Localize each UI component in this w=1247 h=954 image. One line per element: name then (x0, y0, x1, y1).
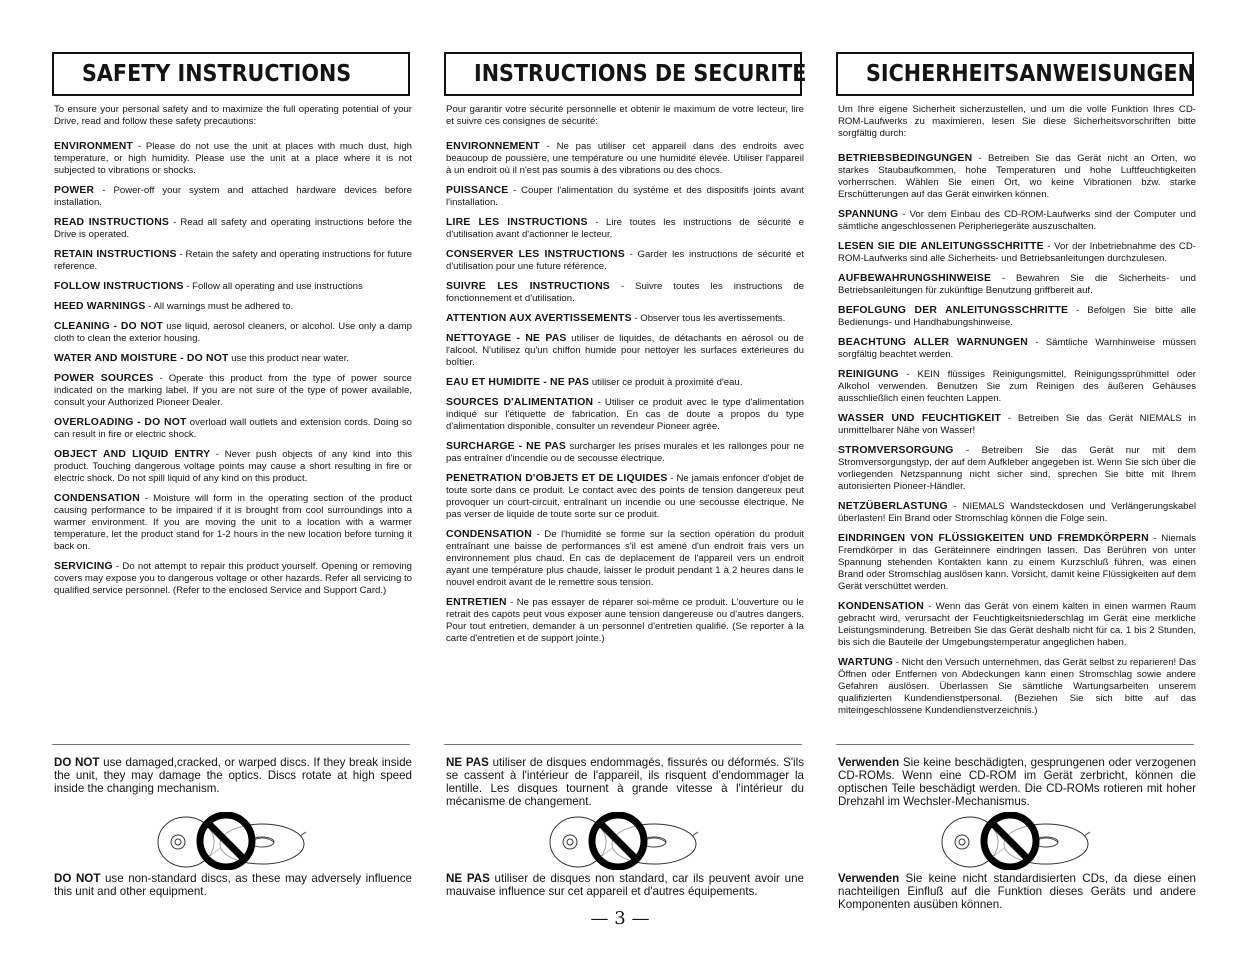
instruction-heading: NETZÜBERLASTUNG (838, 501, 948, 512)
disc-warning-text: use damaged,cracked, or warped discs. If they break inside the unit, they may damage the optics. Discs rotate at high speed inside the changing mechanism. (54, 756, 412, 795)
instruction-text: - Vor der Inbetriebnahme des CD-ROM-Laufwerks sind alle Sicherheits- und Betriebsanleitungen durchzulesen. (838, 241, 1196, 264)
instruction-heading: CONDENSATION (54, 493, 140, 504)
instruction-heading: LESEN SIE DIE ANLEITUNGSSCHRITTE (838, 241, 1044, 252)
instruction-item (446, 397, 804, 433)
instruction-text: - Follow all operating and use instructions (183, 281, 363, 292)
instruction-heading: ENTRETIEN (446, 597, 507, 608)
instruction-text: - Ne jamais enfoncer d'objet de toute sorte dans ce produit. Le contact avec des points de tension dangereux peut provoquer un court-circuit, entraînant un incendie ou une secousse électrique. Ne pas verser de liquide de toute sorte sur ce produit. (446, 473, 804, 520)
instruction-heading: WASSER UND FEUCHTIGKEIT (838, 413, 1002, 424)
section-divider (52, 744, 410, 745)
english-column (52, 0, 412, 954)
disc-warning-paragraph (54, 756, 412, 795)
instructions-body (54, 104, 412, 605)
instruction-text: - Sämtliche Warnhinweise müssen sorgfältig beachtet werden. (838, 337, 1197, 360)
instruction-item (54, 373, 412, 409)
instruction-text: - Wenn das Gerät von einem kalten in einen warmen Raum gebracht wird, verursacht der Feuchtigkeitsniederschlag im Gerät eine merkliche Leistungsminderung. Betreiben Sie das Gerät deshalb nicht für ca. 1 bis 2 Stunden, bis sich die Bauteile der Umgebungstemperatur angeglichen haben. (838, 601, 1196, 648)
instruction-heading: EINDRINGEN VON FLÜSSIGKEITEN UND FREMDKÖRPERN (838, 533, 1149, 544)
instruction-text: - Ne pas utiliser cet appareil dans des endroits avec beaucoup de poussière, une température ou une humidité élevée. Utiliser l'appareil à un endroit où il n'est pas soumis à des vibrations ou des chocs. (446, 141, 804, 176)
instruction-item (838, 273, 1196, 297)
instruction-text: overload wall outlets and extension cords. Doing so can result in fire or electric shock. (54, 417, 412, 440)
instruction-item (838, 533, 1196, 593)
instruction-text: - Operate this product from the type of power source indicated on the marking label. If you are not sure of the type of power available, consult your Authorized Pioneer Dealer. (54, 373, 412, 408)
instruction-item (838, 369, 1196, 405)
instruction-item (54, 185, 412, 209)
intro-paragraph: Um Ihre eigene Sicherheit sicherzustellen, und um die volle Funktion Ihres CD-ROM-Laufwerks zu maximieren, lesen Sie diese Sicherheitsvorschriften bitte sorgfältig durch: (838, 104, 1196, 139)
disc-warning-heading: NE PAS (446, 872, 490, 885)
instruction-item (838, 445, 1196, 493)
disc-warning-heading: Verwenden (838, 872, 900, 885)
instruction-text: surcharger les prises murales et les rallonges pour ne pas entraîner d'incendie ou de secousse électrique. (446, 441, 804, 464)
instruction-text: - De l'humidité se forme sur la section opération du produit entraînant une baisse de performances s'il est amené d'un endroit frais vers un environnement plus chaud. En cas de deplacement de l'appareil vers un endroit ayant une température plus chaude, laisser le produit pendant 1 à 2 heures dans le nouvel endroit avant de le remettre sous tension. (446, 529, 804, 588)
instruction-heading: BEACHTUNG ALLER WARNUNGEN (838, 337, 1028, 348)
instruction-heading: BEFOLGUNG DER ANLEITUNGSSCHRITTE (838, 305, 1069, 316)
instruction-heading: CONSERVER LES INSTRUCTIONS (446, 249, 625, 260)
instruction-item (446, 185, 804, 209)
instruction-heading: CONDENSATION (446, 529, 532, 540)
instruction-item (54, 417, 412, 441)
instruction-item (54, 217, 412, 241)
instruction-text: - Niemals Fremdkörper in das Geräteinnere eindringen lassen. Das Berühren von unter Spannung stehenden Kontakten kann zu einem Kurzschluß führen, was einen Brand oder Stromschlag auslösen kann. Vorsicht, damit keine Flüssigkeiten auf dem Gerät verschüttet werden. (838, 533, 1196, 592)
instruction-text: - All warnings must be adhered to. (145, 301, 294, 312)
instruction-text: - Nicht den Versuch unternehmen, das Gerät selbst zu reparieren! Das Öffnen oder Entfernen von Abdeckungen kann einen Stromschlag sowie andere Gefahren auslösen. Überlassen Sie sämtliche Wartungsarbeiten unserem qualifizierten Kundendienstpersonal. (Beziehen Sie sich bitte auf das miteingeschlossene Kundendienstverzeichnis.) (838, 657, 1196, 716)
instruction-heading: SUIVRE LES INSTRUCTIONS (446, 281, 610, 292)
instruction-heading: SERVICING (54, 561, 113, 572)
disc-warning-text: use non-standard discs, as these may adversely influence this unit and other equipment. (54, 872, 412, 898)
instruction-heading: OVERLOADING - DO NOT (54, 417, 187, 428)
section-title-box (836, 52, 1194, 96)
instruction-item (446, 141, 804, 177)
instruction-heading: STROMVERSORGUNG (838, 445, 954, 456)
instruction-item (446, 217, 804, 241)
section-title-box (444, 52, 807, 96)
instruction-text: utiliser de liquides, de détachants en aérosol ou de l'alcool. N'utilisez qu'un chiffon humide pour nettoyer les surfaces extérieures du boîtier. (446, 333, 804, 368)
instruction-text: - Utiliser ce produit avec le type d'alimentation indiqué sur l'étiquette de fabrication. En cas de doute a propos du type d'alimentation disponible, consulter un revendeur Pioneer agrée. (446, 397, 804, 432)
instruction-heading: WARTUNG (838, 657, 894, 668)
instruction-item (54, 301, 412, 313)
instruction-item (54, 449, 412, 485)
disc-warning-text: Sie keine nicht standardisierten CDs, da diese einen nachteiligen Einfluß auf die Funktion dieses Geräts und andere Komponenten ausüben können. (838, 872, 1196, 911)
instruction-item (54, 353, 412, 365)
instruction-heading: EAU ET HUMIDITE - NE PAS (446, 377, 590, 388)
german-column (836, 0, 1196, 954)
instruction-text: utiliser ce produit à proximité d'eau. (589, 377, 743, 388)
instruction-item (446, 441, 804, 465)
instruction-text: - Please do not use the unit at places with much dust, high temperature, or high humidity. Please use the unit at a place where it is not subjected to vibrations or shocks. (54, 141, 412, 176)
instruction-item (838, 601, 1196, 649)
instruction-heading: POWER (54, 185, 95, 196)
instruction-item (838, 241, 1196, 265)
instruction-heading: CLEANING - DO NOT (54, 321, 164, 332)
section-divider (836, 744, 1194, 745)
instruction-item (446, 249, 804, 273)
instruction-text: - KEIN flüssiges Reinigungsmittel, Reinigungssprühmittel oder Alkohol verwenden. Benutzen Sie zum Reinigen des äußeren Gehäuses ausschließlich einen feuchten Lappen. (838, 369, 1196, 404)
instruction-text: - Observer tous les avertissements. (631, 313, 786, 324)
page-number: — 3 — (590, 908, 650, 929)
section-divider (444, 744, 802, 745)
instruction-heading: HEED WARNINGS (54, 301, 146, 312)
instruction-heading: SPANNUNG (838, 209, 899, 220)
instruction-item (838, 501, 1196, 525)
instruction-text: - Suivre toutes les instructions de fonctionnement et d'utilisation. (446, 281, 804, 304)
disc-warning-text: utiliser de disques non standard, car ils peuvent avoir une mauvaise influence sur cet appareil et d'autres équipements. (446, 872, 804, 898)
instruction-heading: SOURCES D'ALIMENTATION (446, 397, 594, 408)
section-title: INSTRUCTIONS DE SECURITE (474, 61, 807, 87)
disc-warning-text: utiliser de disques endommagés, fissurés ou déformés. S'ils se cassent à l'intérieur de l'appareil, ils risquent d'endommager la lentille. Les disques tournent à grande vitesse à l'intérieur du mécanisme de changement. (446, 756, 804, 808)
instructions-body (446, 104, 804, 653)
instruction-heading: WATER AND MOISTURE - DO NOT (54, 353, 229, 364)
instruction-heading: AUFBEWAHRUNGSHINWEISE (838, 273, 992, 284)
instruction-text: - NIEMALS Wandsteckdosen und Verlängerungskabel überlasten! Ein Brand oder Stromschlag können die Folge sein. (838, 501, 1196, 524)
instruction-heading: FOLLOW INSTRUCTIONS (54, 281, 184, 292)
instruction-heading: ENVIRONMENT (54, 141, 133, 152)
section-title-box (52, 52, 410, 96)
instruction-item (446, 333, 804, 369)
instruction-heading: LIRE LES INSTRUCTIONS (446, 217, 588, 228)
instruction-heading: KONDENSATION (838, 601, 924, 612)
instruction-heading: PUISSANCE (446, 185, 509, 196)
section-title: SAFETY INSTRUCTIONS (82, 61, 352, 87)
instruction-item (446, 377, 804, 389)
disc-warning-heading: Verwenden (838, 756, 900, 769)
instruction-item (838, 657, 1196, 717)
instruction-heading: POWER SOURCES (54, 373, 154, 384)
instruction-item (446, 473, 804, 521)
instruction-text: - Couper l'alimentation du système et des dispositifs joints avant l'installation. (446, 185, 804, 208)
disc-warning-paragraph (54, 872, 412, 898)
instruction-heading: READ INSTRUCTIONS (54, 217, 170, 228)
instruction-text: - Betreiben Sie das Gerät nicht an Orten, wo starkes Staubaufkommen, hohe Temperaturen und hohe Luftfeuchtigkeiten vorherrschen. Wählen Sie einen Ort, wo keine Vibrationen bzw. starke Erschütterungen auf das Gerät einwirken können. (838, 153, 1196, 200)
disc-warning-heading: NE PAS (446, 756, 489, 769)
instruction-text: - Read all safety and operating instructions before the Drive is operated. (54, 217, 412, 240)
disc-warning-paragraph (446, 872, 804, 898)
disc-warning-text: Sie keine beschädigten, gesprungenen oder verzogenen CD-ROMs. Wenn eine CD-ROM im Gerät zerbricht, können die optischen Teile beschädigt werden. Die CD-ROMs rotieren mit hoher Drehzahl im Wechsler-Mechanismus. (838, 756, 1196, 808)
instruction-text: - Ne pas essayer de réparer soi-même ce produit. L'ouverture ou le retrait des capots peut vous exposer aune tension dangereuse ou d'autres dangers. Pour tout entretien, demander à un personnel d'entretien qualifié. (Se reporter à la carte d'entretien et de support jointe.) (446, 597, 804, 644)
no-damaged-disc-icon (542, 812, 702, 870)
disc-warning-heading: DO NOT (54, 872, 101, 885)
disc-warning-paragraph (446, 756, 804, 808)
instruction-item (54, 141, 412, 177)
no-damaged-disc-icon (150, 812, 310, 870)
instruction-heading: ENVIRONNEMENT (446, 141, 540, 152)
instruction-text: - Bewahren Sie die Sicherheits- und Betriebsanleitungen für zukünftige Benutzung griffbereit auf. (838, 273, 1196, 296)
instruction-text: - Befolgen Sie bitte alle Bedienungs- und Handhabungshinweise. (838, 305, 1196, 328)
instruction-text: - Do not attempt to repair this product yourself. Opening or removing covers may expose you to dangerous voltage or other hazards. Refer all servicing to qualified service personnel. (Refer to the enclosed Service and Support Card.) (54, 561, 412, 596)
instruction-text: - Retain the safety and operating instructions for future reference. (54, 249, 412, 272)
instruction-text: use this product near water. (228, 353, 350, 364)
instruction-heading: PENETRATION D'OBJETS ET DE LIQUIDES (446, 473, 668, 484)
disc-warning-paragraph (838, 756, 1196, 808)
instruction-item (54, 493, 412, 553)
instruction-item (838, 305, 1196, 329)
french-column (444, 0, 807, 954)
instruction-heading: NETTOYAGE - NE PAS (446, 333, 567, 344)
instruction-item (838, 209, 1196, 233)
instruction-text: - Garder les instructions de sécurité et d'utilisation pour une future référence. (446, 249, 804, 272)
instruction-heading: SURCHARGE - NE PAS (446, 441, 567, 452)
intro-paragraph: Pour garantir votre sécurité personnelle et obtenir le maximum de votre lecteur, lire et suivre ces consignes de sécurité: (446, 104, 804, 127)
instruction-item (838, 153, 1196, 201)
instruction-item (446, 597, 804, 645)
instruction-text: - Betreiben Sie das Gerät NIEMALS in unmittelbarer Nähe von Wasser! (838, 413, 1196, 436)
instruction-text: - Lire toutes les instructions de sécurité e d'utilisation avant d'actionner le lecteur. (446, 217, 804, 240)
instruction-item (446, 313, 804, 325)
instruction-text: use liquid, aerosol cleaners, or alcohol. Use only a damp cloth to clean the exterior housing. (54, 321, 412, 344)
instructions-body (838, 104, 1196, 725)
instruction-text: - Moisture will form in the operating section of the product causing performance to be impaired if it is brought from cool surroundings into a warmer environment. If you are moving the unit to a location with a warmer temperature, let the product stand for 1-2 hours in the new location before turning it back on. (54, 493, 412, 552)
instruction-item (446, 529, 804, 589)
no-damaged-disc-icon (934, 812, 1094, 870)
instruction-heading: BETRIEBSBEDINGUNGEN (838, 153, 973, 164)
instruction-item (54, 561, 412, 597)
instruction-item (838, 413, 1196, 437)
instruction-item (446, 281, 804, 305)
instruction-heading: REINIGUNG (838, 369, 899, 380)
intro-paragraph: To ensure your personal safety and to maximize the full operating potential of your Drive, read and follow these safety precautions: (54, 104, 412, 127)
instruction-text: - Vor dem Einbau des CD-ROM-Laufwerks sind der Computer und sämtliche angeschlossenen Peripheriegeräte auszuschalten. (838, 209, 1196, 232)
instruction-text: - Betreiben Sie das Gerät nur mit dem Stromversorgungstyp, der auf dem Aufkleber angegeben ist. Wenn Sie sich über die vorliegenden Netzspannung nicht sicher sind, sprechen Sie bitte mit Ihrem autorisierten Pioneer-Händler. (838, 445, 1196, 492)
instruction-item (54, 281, 412, 293)
instruction-heading: RETAIN INSTRUCTIONS (54, 249, 177, 260)
instruction-text: - Power-off your system and attached hardware devices before installation. (54, 185, 412, 208)
instruction-item (54, 249, 412, 273)
disc-warning-heading: DO NOT (54, 756, 100, 769)
instruction-heading: OBJECT AND LIQUID ENTRY (54, 449, 211, 460)
section-title: SICHERHEITSANWEISUNGEN (866, 61, 1195, 87)
instruction-heading: ATTENTION AUX AVERTISSEMENTS (446, 313, 632, 324)
disc-warning-paragraph (838, 872, 1196, 911)
instruction-item (838, 337, 1196, 361)
instruction-text: - Never push objects of any kind into this product. Touching dangerous voltage points may cause a short resulting in fire or electric shock. Do not spill liquid of any kind on this product. (54, 449, 412, 484)
instruction-item (54, 321, 412, 345)
